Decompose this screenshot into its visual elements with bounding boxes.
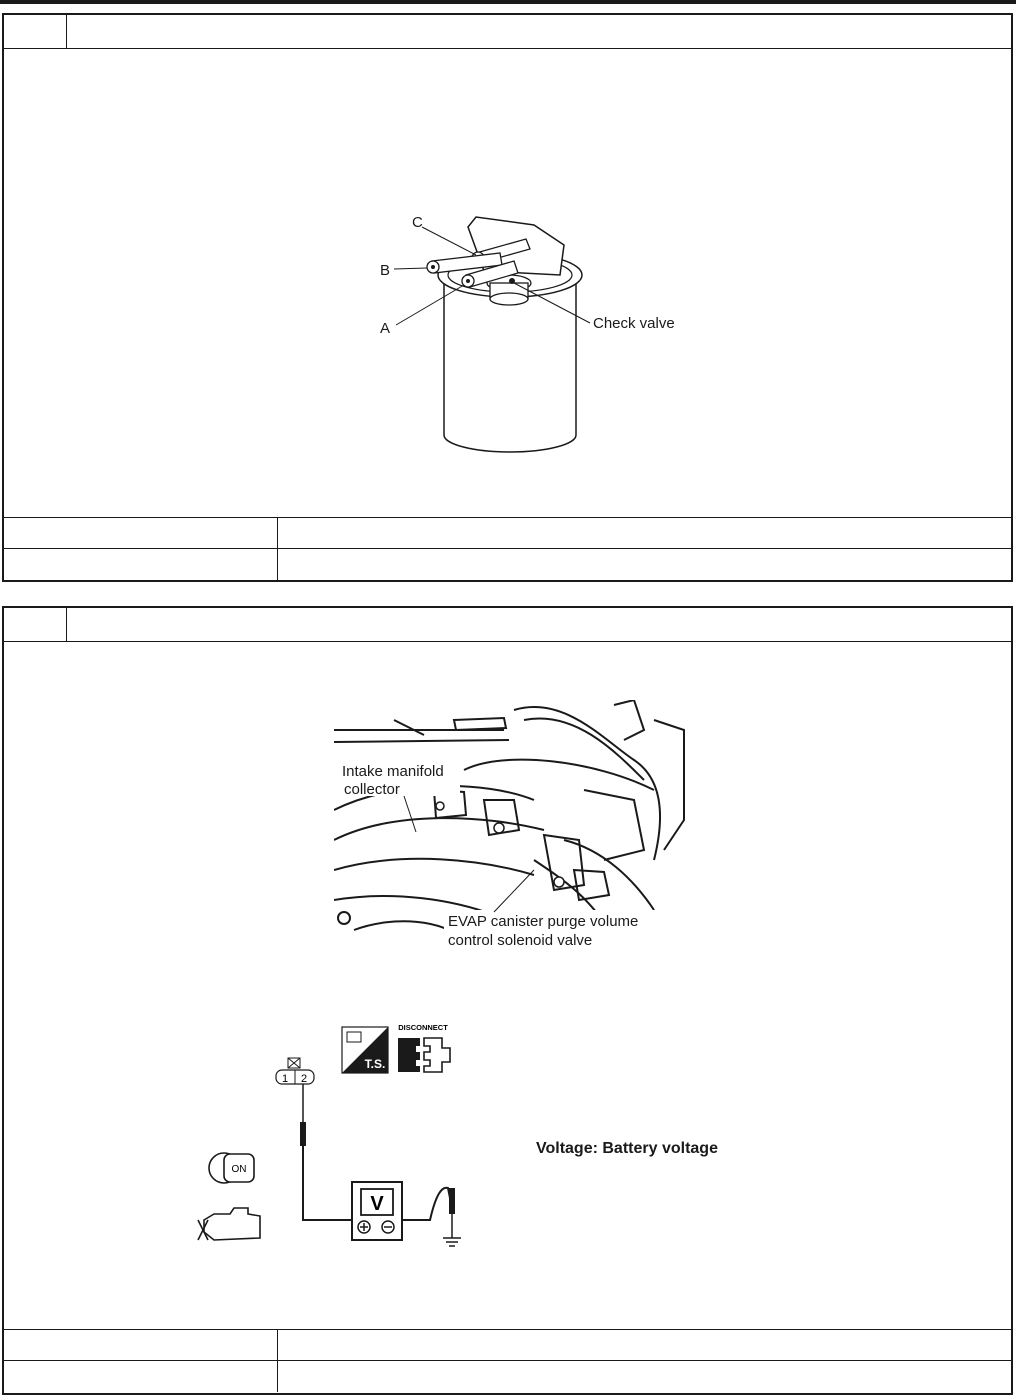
result-row-2a: [4, 1329, 1011, 1361]
evap-valve-label-line1: EVAP canister purge volume: [448, 913, 639, 930]
probe-tip: [300, 1122, 306, 1146]
port-a-label: A: [380, 320, 391, 337]
trouble-shooting-icon: [341, 1026, 389, 1074]
engine-off-icon: [198, 1208, 260, 1240]
step-box-1: [2, 13, 1013, 582]
step-number-cell-1: [4, 15, 67, 48]
port-c-label: C: [412, 214, 423, 231]
voltage-spec-note: Voltage: Battery voltage: [536, 1140, 718, 1157]
disconnect-label: DISCONNECT: [398, 1023, 448, 1032]
key-on-label: ON: [231, 1164, 247, 1175]
result-row-1a: [4, 517, 1011, 549]
step-number-cell-2: [4, 608, 67, 641]
step-header-2: [4, 608, 1011, 642]
check-valve-label: Check valve: [593, 315, 675, 332]
port-b-label: B: [380, 262, 391, 279]
voltmeter-label: V: [370, 1193, 384, 1215]
result-row-1b: [4, 548, 1011, 580]
connector-pin-1: 1: [281, 1073, 289, 1085]
connector-pin-2: 2: [300, 1073, 308, 1085]
evap-valve-label-line2: control solenoid valve: [448, 932, 593, 949]
result-row-2b: [4, 1360, 1011, 1392]
canister-illustration: [364, 195, 704, 470]
page-top-rule: [0, 0, 1016, 4]
ground-icon: [443, 1238, 461, 1246]
engine-bay-illustration: [334, 700, 690, 954]
step-header-1: [4, 15, 1011, 49]
intake-manifold-label-line2: collector: [344, 781, 400, 798]
ts-label: T.S.: [364, 1057, 386, 1071]
voltmeter-icon: [352, 1182, 402, 1240]
intake-manifold-label-line1: Intake manifold: [342, 763, 444, 780]
voltage-check-diagram: [190, 1054, 470, 1250]
ignition-key-icon: [209, 1153, 254, 1183]
disconnect-icon: [392, 1022, 454, 1076]
step-box-2: [2, 606, 1013, 1395]
harness-connector-icon: [276, 1058, 314, 1085]
